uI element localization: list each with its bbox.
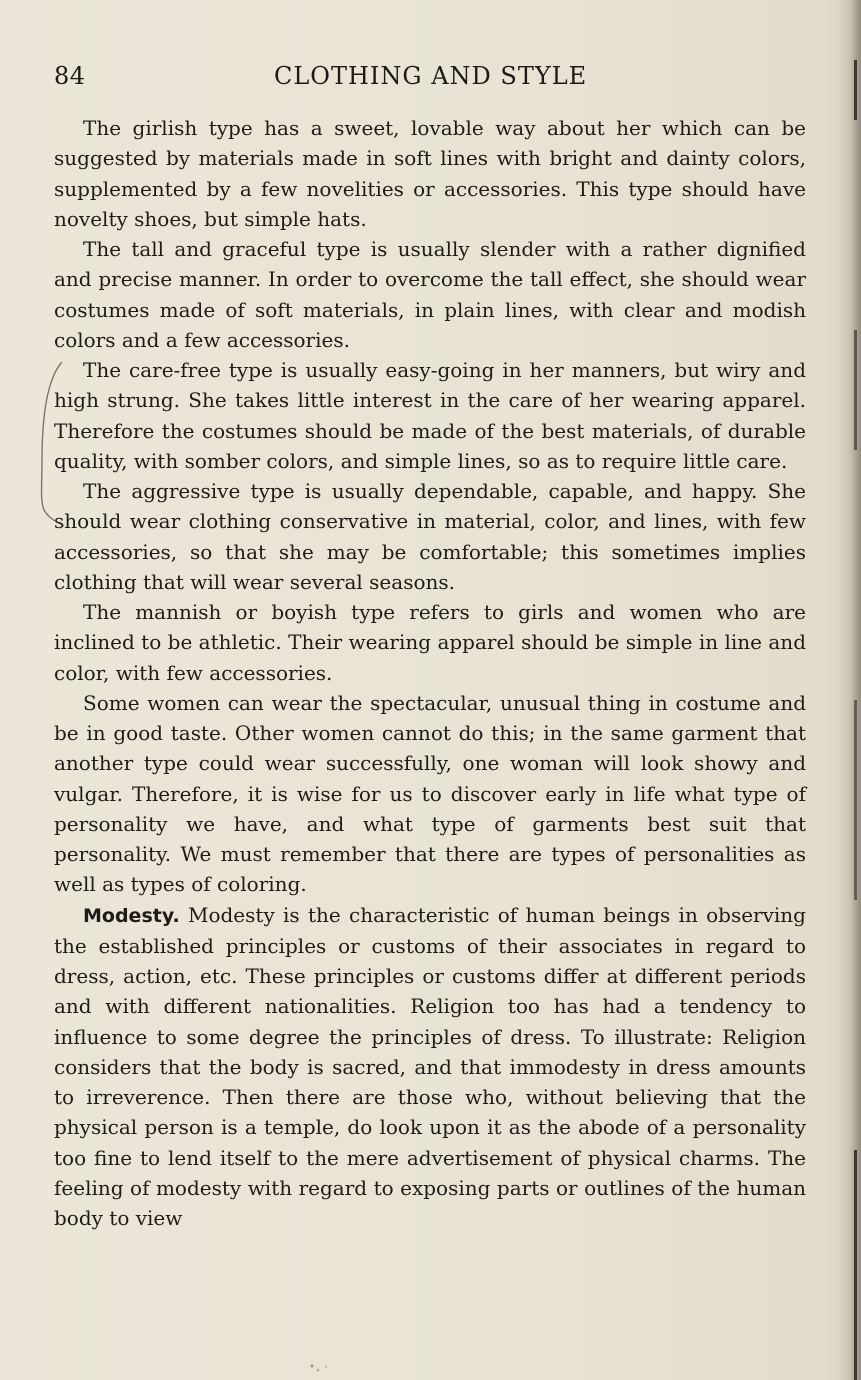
section-heading: Modesty. [83,904,180,927]
page-edge-mark [854,1150,857,1380]
print-speck [300,1360,340,1376]
paragraph: The care-free type is usually easy-going in her manners, but wiry and high strung. She takes little interest in the care of her wearing apparel. Therefore the costumes should be made of the best materials, of durable quality, with somber colors, and simple lines, so as to require little care. [54,358,806,473]
paragraph-text: Modesty is the characteristic of human beings in observing the established principles or customs of their associates in regard to dress, action, etc. These principles or customs differ at different periods and with different nationalities. Religion too has had a tendency to influence to some degree the principles of dress. To illustrate: Religion considers that the body is sacred, and that immodesty in dress amounts to irreverence. Then there are those who, without believing that the physical person is a temple, do look upon it as the abode of a personality too fine to lend itself to the mere advertisement of physical charms. The feeling of modesty with regard to exposing parts or outlines of the human body to view [54,902,806,1230]
paragraph: Some women can wear the spectacular, unusual thing in costume and be in good taste. Other women cannot do this; in the same garment that another type could wear successfully, one woman will look showy and vulgar. Therefore, it is wise for us to discover early in life what type of personality we have, and what type of garments best suit that personality. We must remember that there are types of personalities as well as types of coloring. [54,690,806,897]
body-text [54,113,806,1233]
page-header [54,62,804,98]
paragraph: The mannish or boyish type refers to girls and women who are inclined to be athletic. Their wearing apparel should be simple in line and color, with few accessories. [54,600,806,685]
page-edge-mark [854,700,857,900]
paragraph: The aggressive type is usually dependable, capable, and happy. She should wear clothing conservative in material, color, and lines, with few accessories, so that she may be comfortable; this sometimes implies clothing that will wear several seasons. [54,479,806,594]
paragraph: The tall and graceful type is usually slender with a rather dignified and precise manner. In order to overcome the tall effect, she should wear costumes made of soft materials, in plain lines, with clear and modish colors and a few accessories. [54,237,806,352]
paragraph: The girlish type has a sweet, lovable way about her which can be suggested by materials made in soft lines with bright and dainty colors, supplemented by a few novelities or accessories. This type should have novelty shoes, but simple hats. [54,116,806,231]
page-edge-mark [854,330,857,450]
running-head: CLOTHING AND STYLE [274,62,588,90]
page-edge-mark [854,60,857,120]
page-edge-shadow [839,0,861,1380]
paragraph-modesty [54,900,806,1234]
page-number: 84 [54,62,86,90]
